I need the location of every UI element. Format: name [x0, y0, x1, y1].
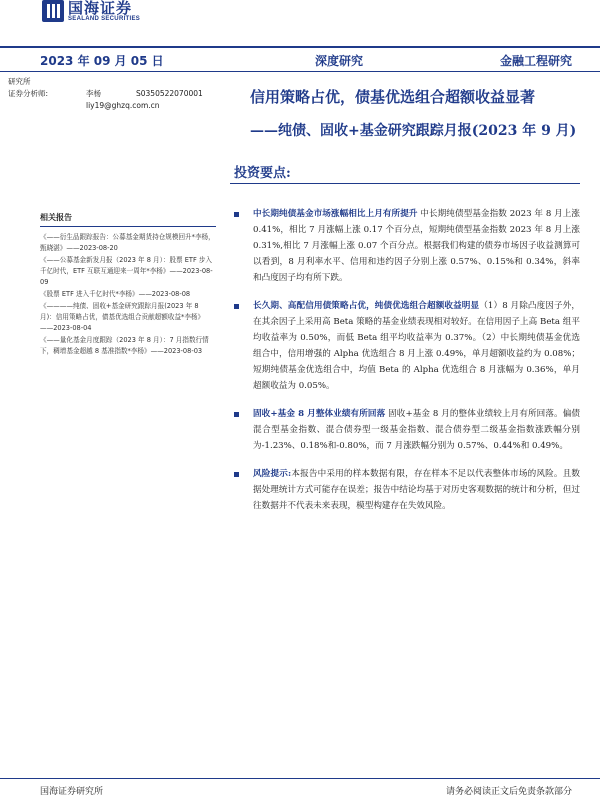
key-points-divider — [230, 183, 580, 184]
related-report-item: 《股票 ETF 进入千亿时代*李杨》——2023-08-08 — [40, 290, 191, 298]
related-report-item: 《——量化基金月度跟踪（2023 年 8 月）：7 月指数行情下，稠增基金超越 8 基准指数*李杨》——2023-08-03 — [40, 336, 209, 355]
author-block — [8, 76, 203, 112]
square-bullet-icon — [234, 212, 239, 217]
key-point — [234, 298, 580, 394]
company-logo — [42, 0, 140, 24]
report-title: 信用策略占优，债基优选组合超额收益显著 — [250, 88, 536, 106]
footer-institute: 国海证券研究所 — [40, 787, 104, 797]
key-point-text: （1）8 月除凸度因子外，在其余因子上采用高 Beta 策略的基金业绩表现相对较好。在信用因子上高 Beta 组平均收益率为 0.50%，而低 Beta 组平均收益率为 0.37%。（2）中长期纯债基金优选组合中，信用增强的 Alpha 优选组合 8 月上涨 0.49%，单月超额收益约为 0.08%；短期纯债基金优选组合中，均值 Beta 的 Alpha 优选组合 8 月涨幅为 0.36%，单月超额收益为 0.05%。 — [253, 301, 580, 391]
related-reports-heading: 相关报告 — [40, 212, 216, 227]
related-reports — [40, 212, 216, 358]
square-bullet-icon — [234, 472, 239, 477]
report-date: 2023 年 09 月 05 日 — [40, 54, 164, 68]
key-point — [234, 406, 580, 454]
key-point-lead: 固收+基金 8 月整体业绩有所回落 — [253, 409, 386, 419]
analyst-email: liy19@ghzq.com.cn — [86, 101, 160, 110]
logo-english-name: SEALAND SECURITIES — [68, 16, 141, 22]
related-report-item: 《——衍生品跟踪报告：公募基金期货持仓规模回升*李杨，甄晓湛》——2023-08-20 — [40, 233, 215, 252]
footer-disclaimer-note: 请务必阅读正文后免责条款部分 — [445, 787, 572, 797]
analyst-cert-number: S0350522070001 — [136, 89, 203, 98]
report-header-bar — [0, 46, 600, 72]
institute-label: 研究所 — [8, 77, 31, 86]
report-department: 金融工程研究 — [499, 54, 572, 68]
page-footer — [0, 778, 600, 797]
key-point-text: 固收+基金 8 月的整体业绩较上月有所回落。偏债混合型基金指数、混合债券型一级基金指数、混合债券型二级基金指数涨跌幅分别为-1.23%、0.18%和-0.80%，而 7 月涨跌幅分别为 0.57%、0.44%和 0.49%。 — [253, 409, 580, 451]
key-point — [234, 466, 580, 514]
square-bullet-icon — [234, 412, 239, 417]
logo-mark-icon — [42, 0, 64, 22]
square-bullet-icon — [234, 304, 239, 309]
key-point — [234, 206, 580, 286]
risk-warning-text: 本报告中采用的样本数据有限，存在样本不足以代表整体市场的风险。且数据处理统计方式可能存在误差；报告中结论均基于对历史客观数据的统计和分析，但过往数据并不代表未来表现，模型构建存在失效风险。 — [253, 469, 580, 511]
logo-chinese-name: 国海证券 — [68, 0, 133, 17]
related-report-item: 《——公募基金新发月报（2023 年 8 月）：股票 ETF 步入千亿时代，ETF 互联互通迎来一周年*李杨》——2023-08-09 — [40, 256, 213, 286]
analyst-role-label: 证券分析师: — [8, 89, 49, 98]
report-type: 深度研究 — [315, 54, 364, 68]
related-report-item: 《————纯债、固收+基金研究跟踪月报(2023 年 8 月)：信用策略占优，债基优选组合贡献超额收益*李杨》——2023-08-04 — [40, 302, 205, 332]
key-points-list — [234, 206, 580, 526]
analyst-name: 李杨 — [86, 89, 101, 98]
key-points-heading: 投资要点: — [234, 166, 291, 181]
key-point-text: 中长期纯债型基金指数 2023 年 8 月上涨 0.41%，相比 7 月涨幅上涨 0.17 个百分点，短期纯债型基金指数 2023 年 8 月上涨 0.31%,相比 7 月涨幅上涨 0.07 个百分点。根据我们构建的债券市场因子收益测算可以看到，8 月利率水平、信用和违约因子分别上涨 0.57%、0.15%和 0.34%，斜率和凸度因子均有所下跌。 — [253, 209, 580, 283]
key-point-lead: 中长期纯债基金市场涨幅相比上月有所提升 — [253, 209, 418, 219]
key-point-lead: 长久期、高配信用债策略占优，纯债优选组合超额收益明显 — [253, 301, 480, 311]
report-subtitle: ——纯债、固收+基金研究跟踪月报(2023 年 9 月) — [250, 123, 577, 139]
risk-warning-label: 风险提示: — [253, 469, 292, 479]
